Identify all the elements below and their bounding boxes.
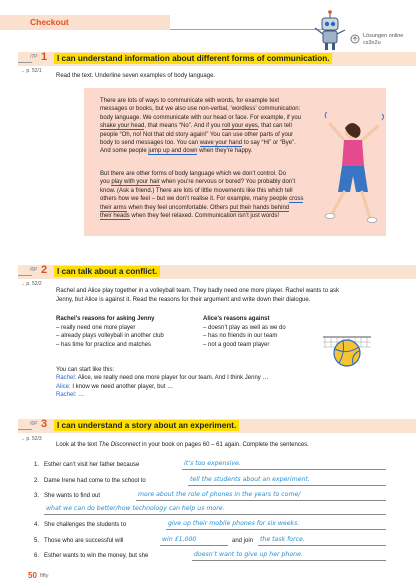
answer-line: [258, 545, 386, 546]
alice-reasons: Alice’s reasons against – doesn’t play as well as we do – has no friends in our team – not a good team player: [203, 315, 323, 349]
section-2-title: I can talk about a conflict.: [54, 266, 160, 277]
section-2-score: [18, 267, 38, 278]
checkout-title: Checkout: [30, 17, 69, 27]
item-number: 6.: [34, 553, 40, 559]
reading-paragraph-1: There are lots of ways to communicate with words, for example text messages or books, but we also use non-verbal, ‘wordless’ communication: body language. We communicate with our head or face. For example, if you shake your head, that means “No”. And if you roll your eyes, that can tell people “Oh, no! Not that old story again!” You can use other parts of your body to send messages too. You can wave your hand to say “Hi” or “Bye”. And some people jump up and down when they’re happy.: [100, 98, 301, 155]
rachel-heading: Rachel’s reasons for asking Jenny: [56, 316, 155, 322]
score-label: /7P: [30, 54, 38, 60]
item-6-answer[interactable]: doesn’t want to give up her phone.: [194, 551, 303, 558]
dialogue: [56, 374, 386, 400]
header-divider: [170, 29, 330, 30]
section-1-page-ref: → p. 52/1: [20, 68, 42, 74]
section-1-instruction: Read the text. Underline seven examples of body language.: [56, 73, 216, 79]
online-icon: [350, 31, 360, 41]
dialogue-line: Rachel: …: [56, 392, 85, 398]
score-label: /6P: [30, 421, 38, 427]
item-3-text: She wants to find out: [44, 493, 101, 499]
rachel-reasons: Rachel’s reasons for asking Jenny – really need one more player – already plays volleyball in another club – has time for practice and matches: [56, 315, 206, 349]
item-5-answer[interactable]: win £1,000: [162, 536, 197, 543]
page-number: 50: [28, 571, 37, 580]
item-1-text: Esther can’t visit her father because: [44, 462, 140, 468]
score-label: /6P: [30, 267, 38, 273]
section-3-score: [18, 421, 38, 432]
dialogue-start-label: You can start like this:: [56, 367, 115, 373]
alice-heading: Alice’s reasons against: [203, 316, 270, 322]
item-5-connector: and join: [232, 538, 254, 544]
item-5-answer-b[interactable]: the task force.: [260, 536, 305, 543]
section-3-instruction: Look at the text The Disconnect in your book on pages 60 – 61 again. Complete the sentences.: [56, 442, 309, 448]
item-number: 4.: [34, 522, 40, 528]
item-number: 1.: [34, 462, 40, 468]
item-3-answer[interactable]: more about the role of phones in the years to come/: [138, 491, 301, 498]
answer-line: [166, 529, 386, 530]
item-3-answer-continued[interactable]: what we can do better/how technology can help us more.: [46, 505, 225, 512]
reading-paragraph-2: But there are other forms of body language which we don’t control. Do you play with your hair when you’re nervous or bored? You probably don’t know. (Ask a friend.) There are lots of little movements like this which tell others how we feel – but we don’t realise it. For example, many people cross their arms when they feel uncomfortable. Others put their hands behind their heads when they feel relaxed. Communication isn’t just words!: [100, 171, 304, 220]
answer-line: [182, 469, 386, 470]
answer-line: [188, 485, 386, 486]
item-2-answer[interactable]: tell the students about an experiment.: [190, 476, 310, 483]
item-4-text: She challenges the students to: [44, 522, 127, 528]
section-1-title: I can understand information about different forms of communication.: [54, 53, 332, 64]
checkout-banner: [0, 15, 170, 30]
answer-line: [44, 514, 386, 515]
dialogue-line: Alice: I know we need another player, but …: [56, 383, 174, 390]
section-2-number: 2: [41, 264, 48, 276]
item-1-answer[interactable]: it’s too expensive.: [184, 460, 241, 467]
item-number: 2.: [34, 478, 40, 484]
item-5-text: Those who are successful will: [44, 538, 124, 544]
section-1-number: 1: [41, 51, 48, 63]
item-4-answer[interactable]: give up their mobile phones for six weeks.: [168, 520, 300, 527]
section-2-page-ref: → p. 52/2: [20, 281, 42, 287]
section-1-score: [18, 54, 38, 65]
dialogue-line: Rachel: Alice, we really need one more player for our team. And I think Jenny …: [56, 375, 269, 381]
volleyball-illustration: [321, 333, 373, 369]
online-code: cs3n2u: [363, 40, 381, 46]
answer-line: [160, 545, 228, 546]
robot-illustration: [310, 8, 350, 52]
item-6-text: Esther wants to win the money, but she: [44, 553, 149, 559]
answer-line: [192, 560, 386, 561]
item-2-text: Dame Irene had come to the school to: [44, 478, 146, 484]
section-3-page-ref: → p. 52/3: [20, 436, 42, 442]
page-number-word: fifty: [40, 573, 49, 579]
girl-jumping-illustration: [318, 106, 390, 234]
section-2-instruction: Rachel and Alice play together in a volleyball team. They badly need one more player. Rachel wants to ask Jenny, but Alice is against it. Read the reasons for their argument and write down their dialogue.: [56, 288, 340, 303]
item-number: 3.: [34, 493, 40, 499]
section-3-number: 3: [41, 418, 48, 430]
answer-line: [136, 500, 386, 501]
item-number: 5.: [34, 538, 40, 544]
online-label: Lösungen online: [363, 33, 404, 39]
online-solutions[interactable]: [363, 33, 403, 47]
section-3-title: I can understand a story about an experiment.: [54, 420, 239, 431]
